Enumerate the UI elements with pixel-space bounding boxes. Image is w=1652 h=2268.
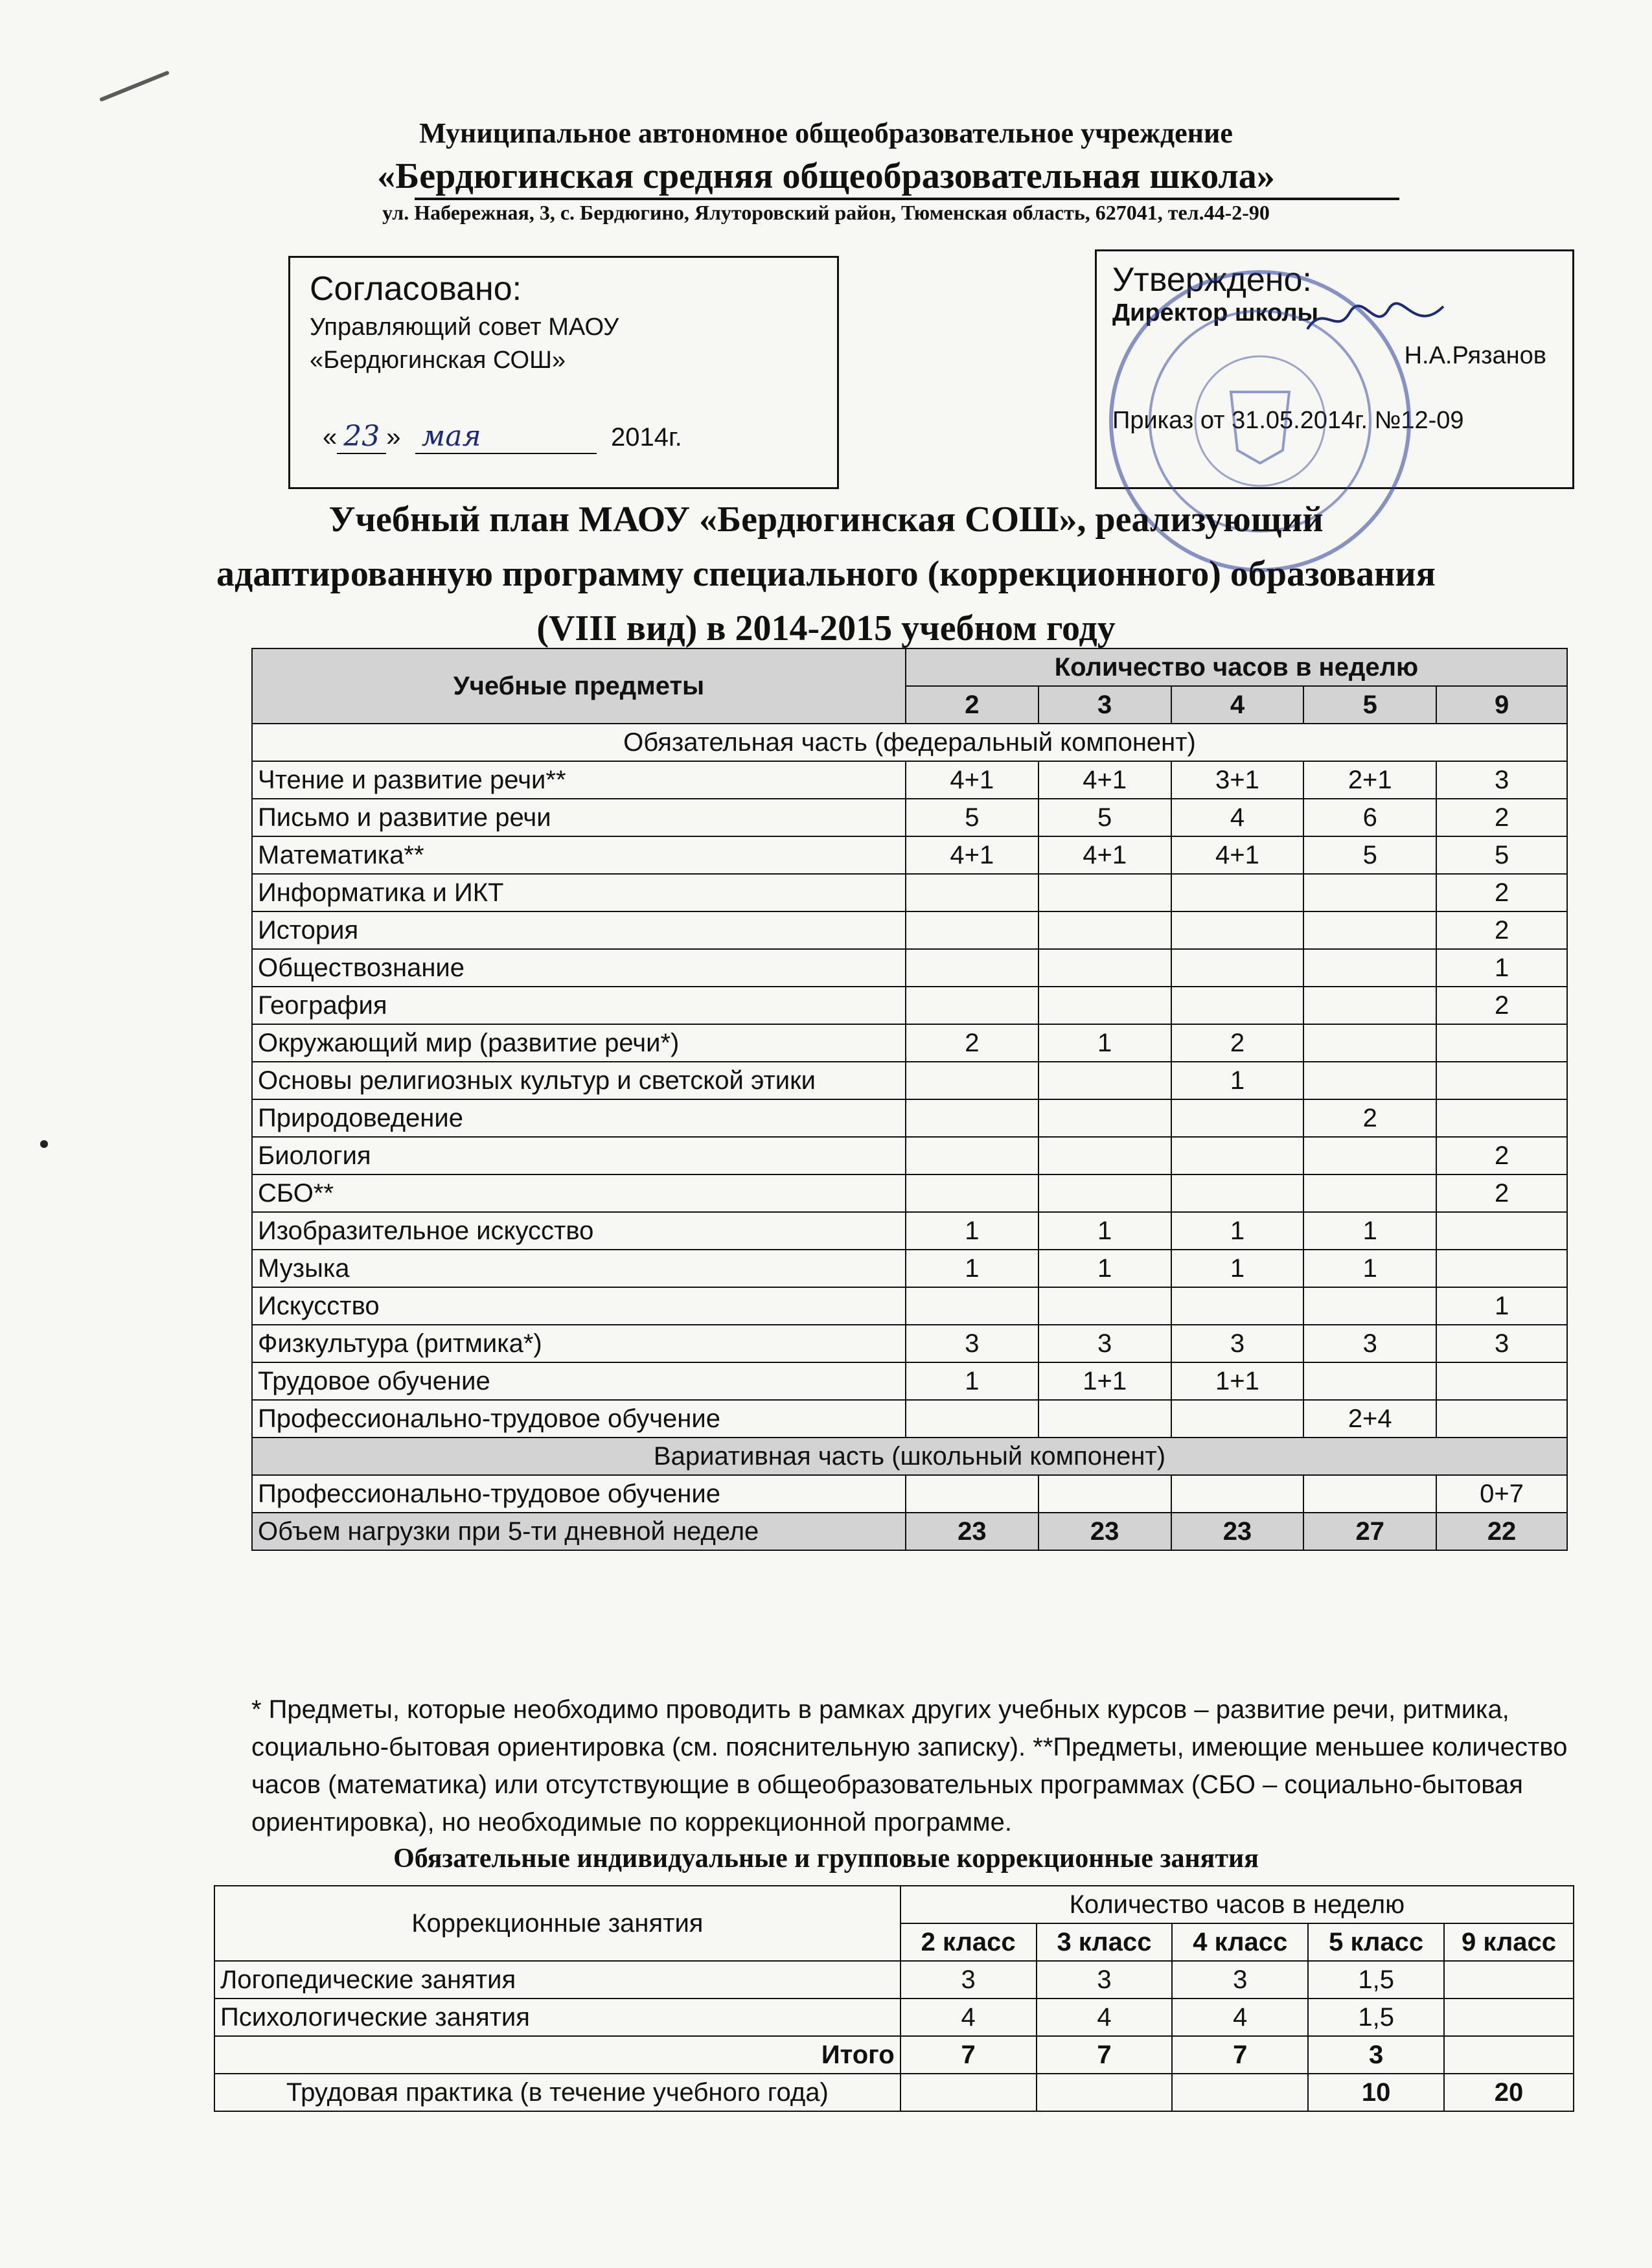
correction-hours-cell: 7: [1172, 2036, 1308, 2074]
correction-name: Итого: [214, 2036, 901, 2074]
hours-cell: [1171, 1099, 1304, 1137]
hours-cell: [1171, 1400, 1304, 1438]
hours-cell: 1+1: [1171, 1362, 1304, 1400]
table-row: [252, 1400, 1567, 1438]
correction-hours-cell: 3: [1037, 1961, 1173, 1999]
correction-hours-cell: 10: [1308, 2074, 1444, 2111]
subject-name: Изобразительное искусство: [252, 1212, 906, 1250]
correction-title: Обязательные индивидуальные и групповые коррекционные занятия: [393, 1844, 1259, 1873]
hours-cell: [906, 874, 1038, 911]
hours-cell: 2+4: [1303, 1400, 1436, 1438]
hours-cell: 6: [1303, 799, 1436, 836]
correction-hours-cell: 4: [901, 1999, 1037, 2036]
hours-cell: 1: [1038, 1024, 1171, 1062]
hours-cell: 2: [1436, 874, 1567, 911]
hours-cell: [1436, 1062, 1567, 1099]
agreed-line1: Управляющий совет МАОУ: [310, 314, 619, 341]
pen-mark: [99, 71, 170, 102]
hours-cell: [1303, 987, 1436, 1024]
hours-cell: 1: [1436, 1287, 1567, 1325]
correction-name: Психологические занятия: [214, 1999, 901, 2036]
subject-name: География: [252, 987, 906, 1024]
practice-row: [214, 2074, 1574, 2111]
hours-cell: 3: [906, 1325, 1038, 1362]
ink-dot: [40, 1140, 48, 1148]
hours-cell: [1303, 911, 1436, 949]
hours-cell: [1303, 1137, 1436, 1174]
hours-header: Количество часов в неделю: [906, 648, 1567, 686]
correction-hours-cell: 1,5: [1308, 1961, 1444, 1999]
hours-cell: [1436, 1250, 1567, 1287]
correction-hours-cell: 7: [1037, 2036, 1173, 2074]
plan-title-line3: (VIII вид) в 2014-2015 учебном году: [536, 608, 1116, 648]
hours-cell: [1038, 987, 1171, 1024]
hours-cell: [906, 1062, 1038, 1099]
hours-cell: 1: [906, 1212, 1038, 1250]
subject-name: Чтение и развитие речи**: [252, 761, 906, 799]
subject-name: История: [252, 911, 906, 949]
hours-cell: [1038, 1137, 1171, 1174]
plan-title-line2: адаптированную программу специального (коррекционного) образования: [216, 554, 1436, 594]
hours-cell: [906, 1287, 1038, 1325]
hours-cell: 2: [906, 1024, 1038, 1062]
school-address: ул. Набережная, 3, с. Бердюгино, Ялуторовский район, Тюменская область, 627041, тел.44-2-90: [382, 201, 1270, 224]
hours-cell: 5: [906, 799, 1038, 836]
table-row: [252, 1362, 1567, 1400]
correction-name: Трудовая практика (в течение учебного года): [214, 2074, 901, 2111]
hours-cell: 2: [1303, 1099, 1436, 1137]
footnote: * Предметы, которые необходимо проводить в рамках других учебных курсов – развитие речи, ритмика, социально-бытовая ориентировка (см. пояснительную записку). **Предметы, имеющие меньшее количество часов (математика) или отсутствующие в общеобразовательных программах (СБО – социально-бытовая ориентировка), но необходимые по коррекционной программе.: [251, 1695, 1568, 1837]
hours-cell: [1303, 1062, 1436, 1099]
subject-name: Искусство: [252, 1287, 906, 1325]
hours-cell: [1303, 1362, 1436, 1400]
correction-hours-cell: 7: [901, 2036, 1037, 2074]
grade-header: 4: [1171, 686, 1304, 724]
grade-header: 9: [1436, 686, 1567, 724]
hours-cell: 27: [1303, 1513, 1436, 1550]
hours-cell: [1436, 1212, 1567, 1250]
table-row: [252, 1287, 1567, 1325]
hours-cell: 1: [1303, 1250, 1436, 1287]
hours-cell: [1171, 1475, 1304, 1513]
hours-cell: [1038, 911, 1171, 949]
table-row: [252, 987, 1567, 1024]
hours-cell: [1038, 1475, 1171, 1513]
hours-cell: [1436, 1099, 1567, 1137]
hours-cell: [1038, 949, 1171, 987]
table-row: [214, 1961, 1574, 1999]
correction-grade: 2 класс: [901, 1923, 1037, 1961]
plan-title: [0, 492, 1652, 656]
correction-hours-cell: [1444, 2036, 1574, 2074]
hours-cell: 1: [1171, 1212, 1304, 1250]
correction-hours-cell: 4: [1172, 1999, 1308, 2036]
hours-cell: 3: [1436, 761, 1567, 799]
correction-hours-cell: [1444, 1999, 1574, 2036]
hours-cell: [1436, 1362, 1567, 1400]
hours-cell: [1303, 874, 1436, 911]
subject-name: Основы религиозных культур и светской этики: [252, 1062, 906, 1099]
correction-header-row: [214, 1886, 1574, 1923]
table-row: [252, 874, 1567, 911]
hours-cell: 4: [1171, 799, 1304, 836]
correction-hours-cell: 3: [1308, 2036, 1444, 2074]
hours-cell: [906, 1400, 1038, 1438]
subject-name: Информатика и ИКТ: [252, 874, 906, 911]
correction-grade: 3 класс: [1037, 1923, 1173, 1961]
subject-name: Письмо и развитие речи: [252, 799, 906, 836]
hours-cell: 4+1: [1038, 836, 1171, 874]
hours-cell: 2: [1436, 987, 1567, 1024]
hours-cell: [1303, 1174, 1436, 1212]
hours-cell: 22: [1436, 1513, 1567, 1550]
approval-order: Приказ от 31.05.2014г. №12-09: [1112, 407, 1464, 434]
hours-cell: 2: [1436, 1137, 1567, 1174]
hours-cell: 1: [1171, 1250, 1304, 1287]
subject-name: Математика**: [252, 836, 906, 874]
hours-cell: [1303, 1287, 1436, 1325]
hours-cell: [1303, 1024, 1436, 1062]
grade-header: 5: [1303, 686, 1436, 724]
hours-cell: 2: [1436, 1174, 1567, 1212]
hours-cell: [906, 949, 1038, 987]
grade-header: 3: [1038, 686, 1171, 724]
subject-name: Природоведение: [252, 1099, 906, 1137]
table-row: [252, 836, 1567, 874]
table-row: [214, 1999, 1574, 2036]
hours-cell: 1: [1436, 949, 1567, 987]
table-row: [252, 1250, 1567, 1287]
hours-cell: 1: [906, 1250, 1038, 1287]
hours-cell: [906, 911, 1038, 949]
correction-col-header: Коррекционные занятия: [214, 1886, 901, 1961]
org-name: Муниципальное автономное общеобразовательное учреждение: [419, 117, 1233, 149]
plan-title-line1: Учебный план МАОУ «Бердюгинская СОШ», реализующий: [328, 499, 1324, 540]
subject-name: Профессионально-трудовое обучение: [252, 1400, 906, 1438]
table-row: [252, 1137, 1567, 1174]
agreed-month: мая: [421, 420, 481, 453]
subject-name: Обществознание: [252, 949, 906, 987]
table-row: [252, 1212, 1567, 1250]
hours-cell: 4+1: [906, 836, 1038, 874]
agreed-box: [288, 256, 839, 489]
hours-cell: [1171, 1287, 1304, 1325]
hours-cell: 2+1: [1303, 761, 1436, 799]
correction-hours-cell: 3: [1172, 1961, 1308, 1999]
correction-hours-cell: [901, 2074, 1037, 2111]
hours-cell: [1171, 874, 1304, 911]
correction-total-row: [214, 2036, 1574, 2074]
subject-name: Трудовое обучение: [252, 1362, 906, 1400]
hours-cell: [1038, 1174, 1171, 1212]
hours-cell: 4+1: [1038, 761, 1171, 799]
hours-cell: 0+7: [1436, 1475, 1567, 1513]
hours-cell: [1038, 1287, 1171, 1325]
table-row: [252, 911, 1567, 949]
hours-cell: 3: [1436, 1325, 1567, 1362]
correction-hours-cell: [1172, 2074, 1308, 2111]
hours-cell: [1038, 874, 1171, 911]
grade-header: 2: [906, 686, 1038, 724]
hours-cell: 3: [1038, 1325, 1171, 1362]
subject-name: Музыка: [252, 1250, 906, 1287]
school-name-underline: [415, 198, 1399, 200]
correction-hours-cell: 3: [901, 1961, 1037, 1999]
table-row: [252, 1099, 1567, 1137]
agreed-line2: «Бердюгинская СОШ»: [310, 347, 566, 374]
hours-cell: 2: [1171, 1024, 1304, 1062]
subject-name: Окружающий мир (развитие речи*): [252, 1024, 906, 1062]
agreed-title: Согласовано:: [310, 270, 522, 308]
hours-cell: 23: [906, 1513, 1038, 1550]
correction-grade: 5 класс: [1308, 1923, 1444, 1961]
subjects-header: Учебные предметы: [252, 648, 906, 724]
correction-name: Логопедические занятия: [214, 1961, 901, 1999]
correction-hours-cell: [1037, 2074, 1173, 2111]
correction-grade: 4 класс: [1172, 1923, 1308, 1961]
approved-position: Директор школы: [1112, 299, 1318, 326]
correction-grade: 9 класс: [1444, 1923, 1574, 1961]
hours-cell: 3: [1171, 1325, 1304, 1362]
table-row: [252, 1062, 1567, 1099]
hours-cell: 2: [1436, 911, 1567, 949]
table-row: [252, 1325, 1567, 1362]
hours-cell: [1038, 1099, 1171, 1137]
hours-cell: [1171, 1137, 1304, 1174]
hours-cell: [1171, 911, 1304, 949]
variative-section-label: Вариативная часть (школьный компонент): [252, 1438, 1567, 1475]
approved-title: Утверждено:: [1112, 261, 1312, 299]
correction-hours-cell: 20: [1444, 2074, 1574, 2111]
hours-cell: [906, 1174, 1038, 1212]
agreed-day: 23: [343, 420, 380, 453]
table-row: [252, 949, 1567, 987]
mandatory-section-label: Обязательная часть (федеральный компонент): [252, 724, 1567, 761]
variative-section-row: [252, 1438, 1567, 1475]
hours-cell: 5: [1038, 799, 1171, 836]
subject-name: СБО**: [252, 1174, 906, 1212]
table-row: [252, 1024, 1567, 1062]
hours-cell: 23: [1038, 1513, 1171, 1550]
hours-cell: [1303, 1475, 1436, 1513]
hours-cell: [1171, 949, 1304, 987]
total-row: [252, 1513, 1567, 1550]
hours-cell: [906, 1099, 1038, 1137]
hours-cell: 1+1: [1038, 1362, 1171, 1400]
table-row: [252, 799, 1567, 836]
hours-cell: [1303, 949, 1436, 987]
hours-cell: 1: [1038, 1212, 1171, 1250]
mandatory-section-row: [252, 724, 1567, 761]
hours-cell: 1: [1303, 1212, 1436, 1250]
hours-cell: [906, 1137, 1038, 1174]
hours-cell: 23: [1171, 1513, 1304, 1550]
correction-hours-header: Количество часов в неделю: [901, 1886, 1574, 1923]
hours-cell: 1: [1171, 1062, 1304, 1099]
correction-hours-cell: 1,5: [1308, 1999, 1444, 2036]
school-name: «Бердюгинская средняя общеобразовательная школа»: [377, 156, 1275, 196]
subject-name: Объем нагрузки при 5-ти дневной неделе: [252, 1513, 906, 1550]
correction-table: [214, 1885, 1574, 2112]
hours-cell: 2: [1436, 799, 1567, 836]
hours-cell: 5: [1436, 836, 1567, 874]
hours-cell: 1: [1038, 1250, 1171, 1287]
hours-cell: [1038, 1062, 1171, 1099]
agreed-date: « 23 » мая 2014г.: [323, 420, 682, 453]
subject-name: Физкультура (ритмика*): [252, 1325, 906, 1362]
subject-name: Биология: [252, 1137, 906, 1174]
hours-cell: 1: [906, 1362, 1038, 1400]
correction-hours-cell: [1444, 1961, 1574, 1999]
hours-cell: 4+1: [906, 761, 1038, 799]
hours-cell: [1171, 987, 1304, 1024]
table-header-row: [252, 648, 1567, 686]
hours-cell: 4+1: [1171, 836, 1304, 874]
hours-cell: 5: [1303, 836, 1436, 874]
hours-cell: [1436, 1024, 1567, 1062]
hours-cell: 3: [1303, 1325, 1436, 1362]
hours-cell: [1038, 1400, 1171, 1438]
table-row: [252, 1174, 1567, 1212]
hours-cell: [1436, 1400, 1567, 1438]
hours-cell: [906, 987, 1038, 1024]
hours-cell: [906, 1475, 1038, 1513]
director-name: Н.А.Рязанов: [1404, 342, 1546, 369]
hours-cell: 3+1: [1171, 761, 1304, 799]
curriculum-table: [251, 648, 1568, 1551]
correction-hours-cell: 4: [1037, 1999, 1173, 2036]
agreed-year: 2014г.: [610, 423, 682, 452]
subject-name: Профессионально-трудовое обучение: [252, 1475, 906, 1513]
table-row: [252, 1475, 1567, 1513]
hours-cell: [1171, 1174, 1304, 1212]
table-row: [252, 761, 1567, 799]
